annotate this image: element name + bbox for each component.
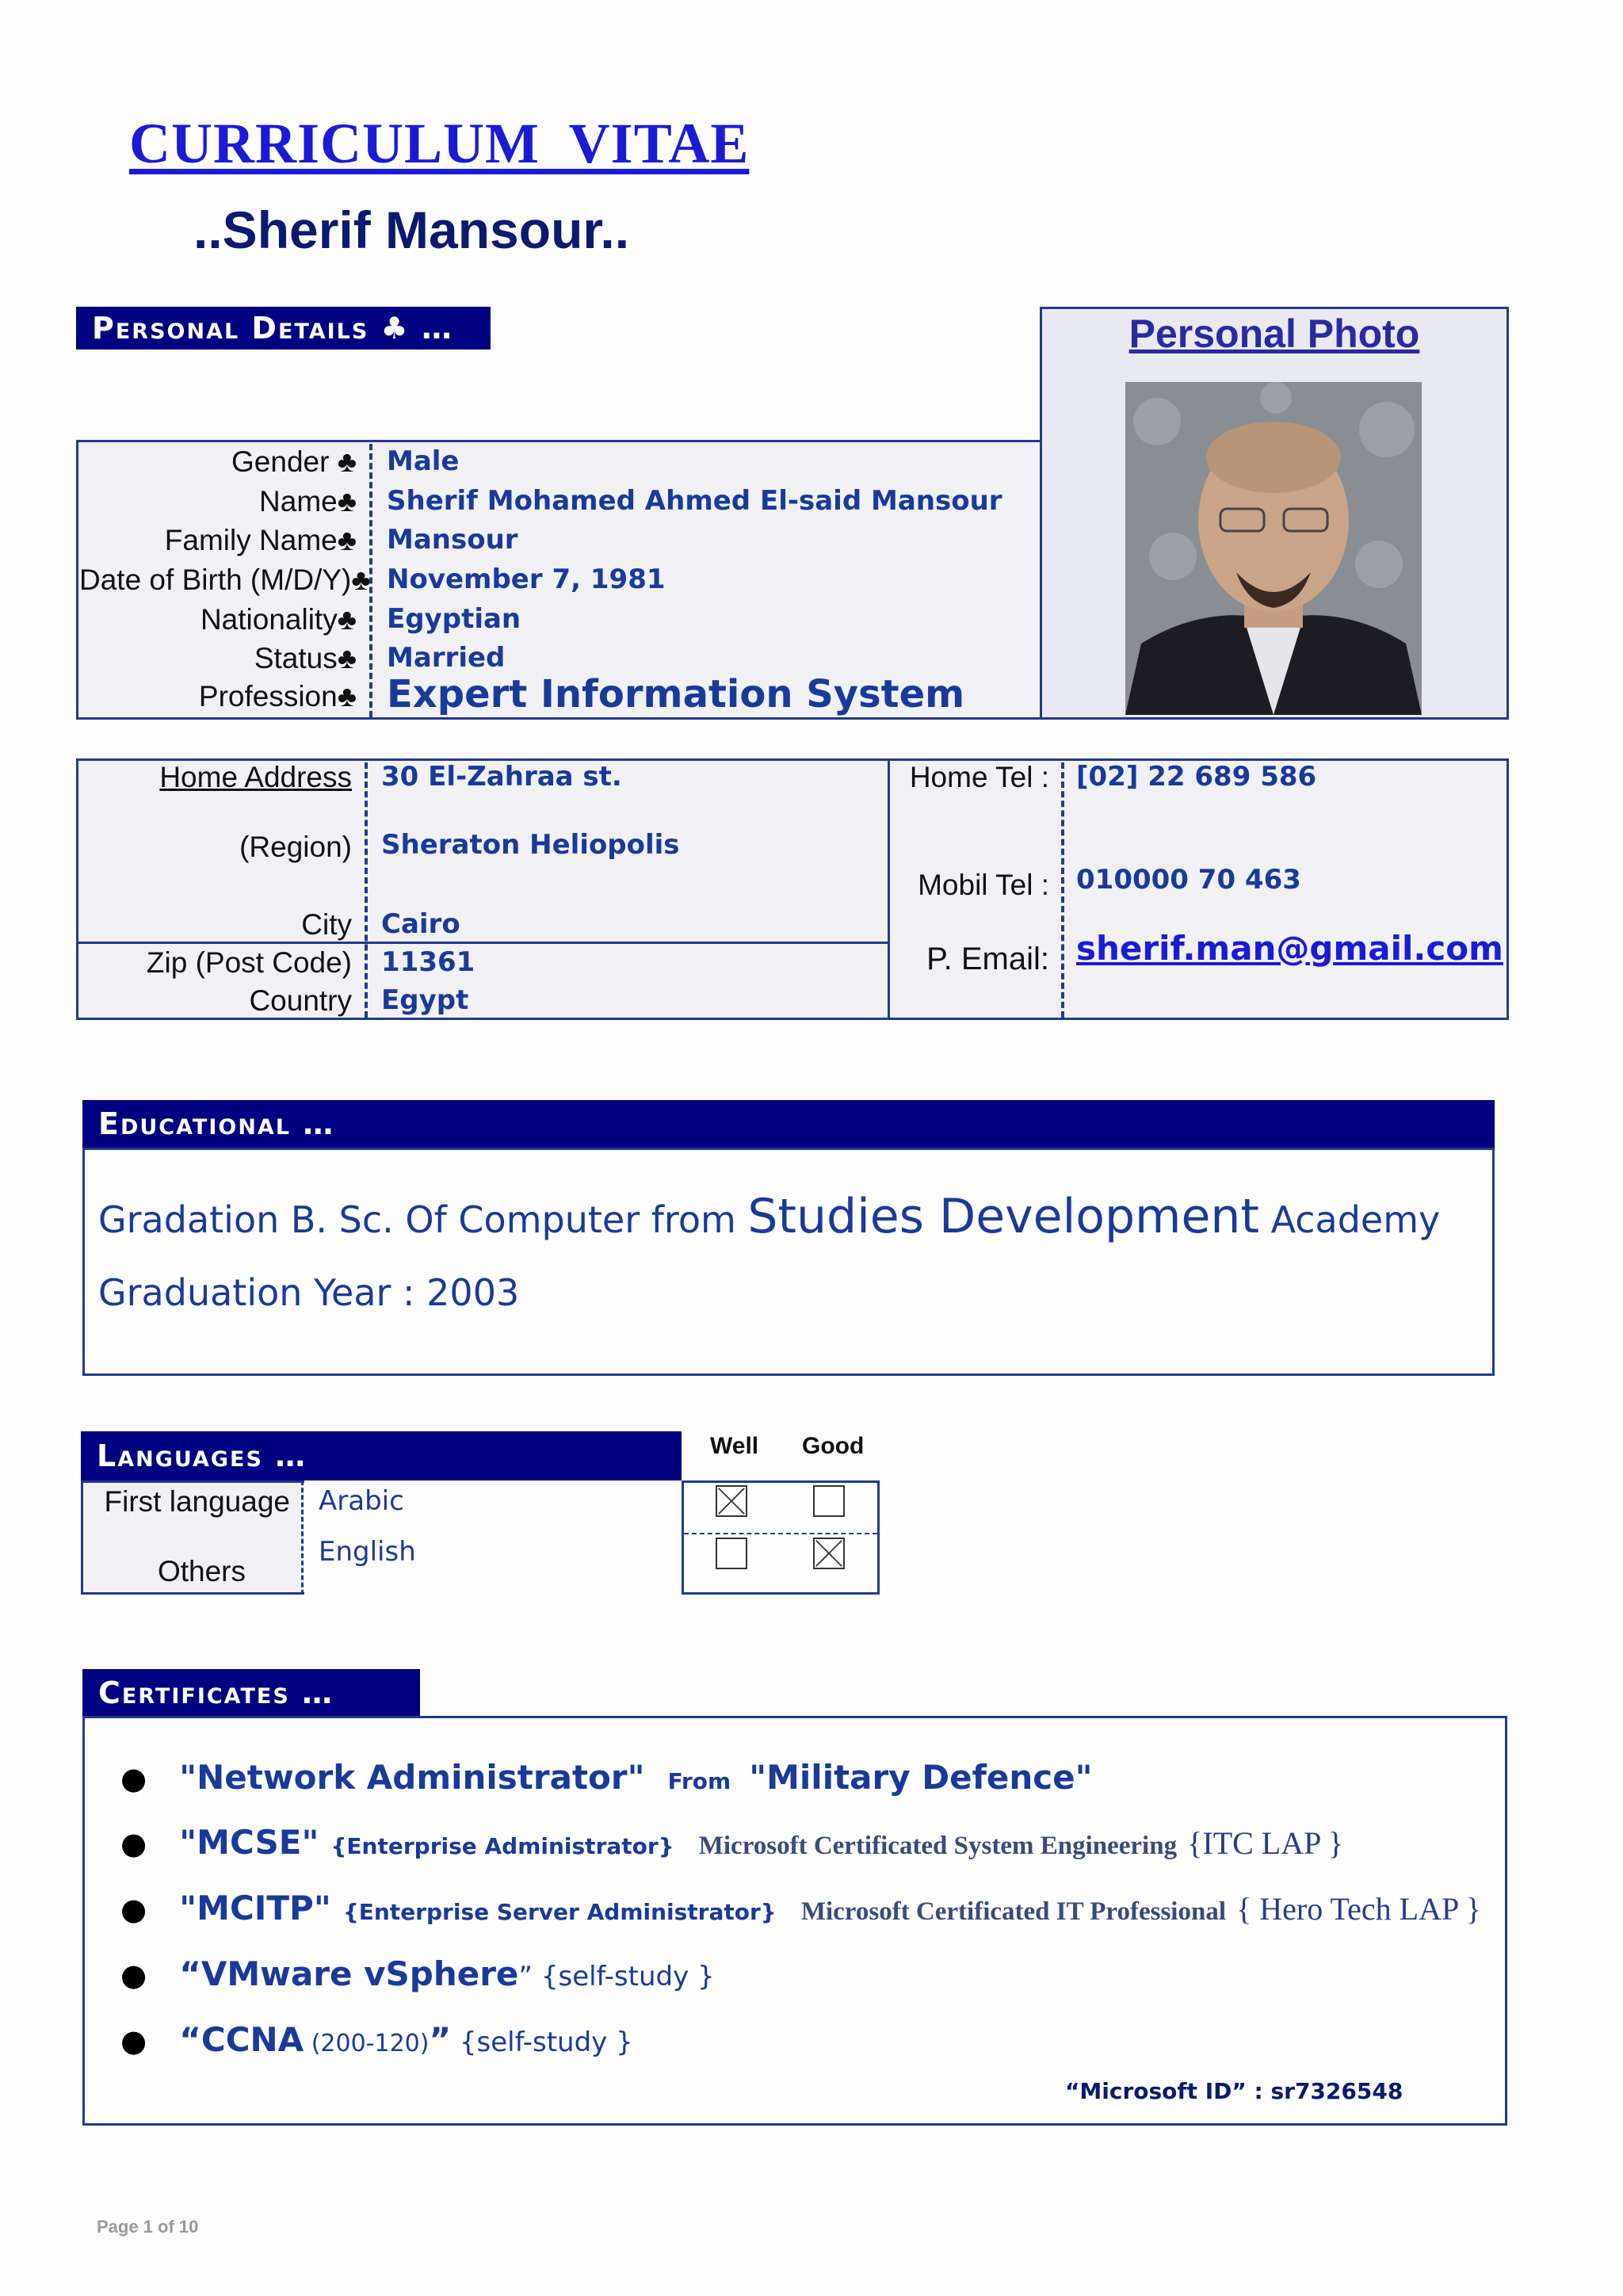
educational-heading: Educational …: [82, 1100, 1495, 1148]
address-row-line: [76, 942, 889, 944]
profession-value: Expert Information System: [387, 672, 965, 716]
home-address-label: Home Address: [159, 761, 352, 793]
bullet-icon: ●: [120, 1958, 147, 1992]
home-tel-label: Home Tel :: [909, 761, 1049, 793]
col-well-label: Well: [710, 1433, 759, 1459]
others-label: Others: [157, 1555, 246, 1587]
gender-label: Gender ♣: [231, 445, 357, 478]
bullet-icon: ●: [120, 1761, 147, 1796]
name-value: Sherif Mohamed Ahmed El-said Mansour: [387, 485, 1002, 517]
status-label: Status♣: [254, 642, 357, 674]
dob-value: November 7, 1981: [387, 563, 666, 595]
family-name-value: Mansour: [387, 524, 518, 556]
name-label: Name♣: [259, 485, 357, 518]
family-name-label: Family Name♣: [164, 524, 357, 556]
microsoft-id: “Microsoft ID” : sr7326548: [1065, 2078, 1403, 2104]
educational-box: [82, 1148, 1495, 1376]
arabic-good-checkbox[interactable]: [813, 1485, 845, 1517]
city-label: City: [301, 908, 352, 941]
zip-value: 11361: [381, 946, 475, 978]
languages-heading: Languages …: [81, 1431, 682, 1480]
profession-label: Profession♣: [198, 680, 357, 712]
status-value: Married: [387, 642, 506, 674]
english-good-checkbox[interactable]: [813, 1538, 845, 1569]
certificates-heading: Certificates …: [82, 1669, 420, 1716]
nationality-label: Nationality♣: [200, 603, 357, 636]
region-label: (Region): [239, 831, 352, 863]
address-col-line: [888, 758, 890, 1020]
home-address-value: 30 El-Zahraa st.: [381, 761, 622, 793]
checkbox-row-line: [684, 1533, 877, 1534]
city-value: Cairo: [381, 908, 460, 940]
nationality-value: Egyptian: [387, 603, 521, 635]
certificate-network-admin: ● "Network Administrator" From "Military Defence": [120, 1758, 1093, 1797]
email-link[interactable]: sherif.man@gmail.com: [1076, 929, 1503, 968]
checkbox-bottom-line: [682, 1593, 880, 1595]
certificate-ccna: ● “CCNA (200-120)” {self-study }: [120, 2020, 633, 2059]
education-degree: Gradation B. Sc. Of Computer from Studies Development Academy: [98, 1189, 1441, 1244]
col-good-label: Good: [802, 1433, 865, 1459]
email-label: P. Email:: [926, 942, 1049, 976]
certificate-vmware: ● “VMware vSphere” {self-study }: [120, 1954, 715, 1993]
dob-label: Date of Birth (M/D/Y)♣: [79, 563, 371, 596]
first-language-label: First language: [104, 1485, 290, 1518]
contact-divider: [1061, 762, 1064, 1018]
languages-checkbox-table: [682, 1480, 880, 1595]
first-language-value: Arabic: [319, 1485, 404, 1517]
country-label: Country: [249, 984, 352, 1017]
country-value: Egypt: [381, 984, 469, 1016]
photo-title: Personal Photo: [1128, 311, 1420, 356]
cv-title: CURRICULUM VITAE: [129, 112, 750, 175]
mobil-tel-label: Mobil Tel :: [918, 869, 1049, 901]
languages-divider: [301, 1480, 304, 1595]
personal-details-heading: Personal Details ♣ …: [76, 307, 491, 350]
region-value: Sheraton Heliopolis: [381, 829, 680, 861]
certificate-mcse: ● "MCSE" {Enterprise Administrator} Microsoft Certificated System Engineering {ITC LAP }: [120, 1823, 1344, 1862]
bullet-icon: ●: [120, 1826, 147, 1861]
arabic-well-checkbox[interactable]: [716, 1485, 747, 1517]
graduation-year: Graduation Year : 2003: [98, 1271, 520, 1314]
english-well-checkbox[interactable]: [716, 1538, 747, 1569]
home-tel-value: [02] 22 689 586: [1076, 761, 1317, 793]
bullet-icon: ●: [120, 1892, 147, 1927]
gender-value: Male: [387, 445, 460, 477]
others-value: English: [319, 1536, 416, 1568]
mobil-tel-value: 010000 70 463: [1076, 864, 1301, 896]
personal-photo: [1125, 382, 1422, 715]
person-name: ..Sherif Mansour..: [193, 201, 630, 259]
address-divider: [365, 762, 368, 1018]
page-number: Page 1 of 10: [97, 2217, 199, 2237]
bullet-icon: ●: [120, 2023, 147, 2058]
certificate-mcitp: ● "MCITP" {Enterprise Server Administrator} Microsoft Certificated IT Professional { Hero Tech LAP }: [120, 1889, 1481, 1927]
zip-label: Zip (Post Code): [146, 946, 352, 979]
